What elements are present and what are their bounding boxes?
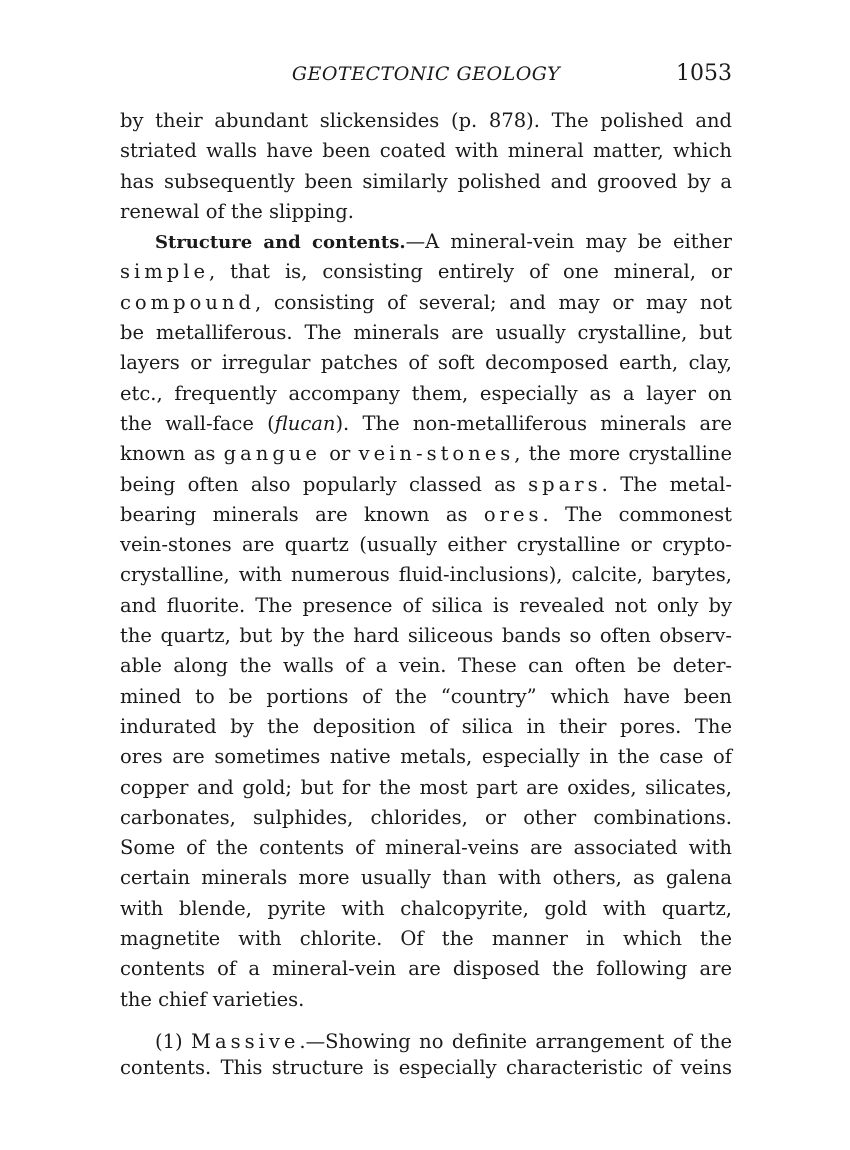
text-fragment: (1) xyxy=(155,1029,192,1053)
text-line: the quartz, but by the hard siliceous bands so often observ- xyxy=(120,624,732,648)
text-line: able along the walls of a vein. These can often be deter- xyxy=(120,654,732,678)
text-line xyxy=(120,470,732,500)
text-line xyxy=(120,1027,732,1057)
spaced-term: Massive xyxy=(191,1029,300,1053)
text-fragment: or xyxy=(320,442,359,466)
text-fragment: , that is, consisting entirely of one mineral, or xyxy=(209,260,732,284)
text-line: mined to be portions of the “country” which have been xyxy=(120,684,732,708)
text-fragment: .—Showing no definite arrangement of the xyxy=(299,1029,732,1053)
text-line xyxy=(120,288,732,318)
text-line: copper and gold; but for the most part are oxides, silicates, xyxy=(120,775,732,799)
text-line: the chief varieties. xyxy=(120,987,305,1011)
text-line: with blende, pyrite with chalcopyrite, gold with quartz, xyxy=(120,896,732,920)
text-line: striated walls have been coated with mineral matter, which xyxy=(120,139,732,163)
text-fragment: being often also popularly classed as xyxy=(120,472,529,496)
running-title: GEOTECTONIC GEOLOGY xyxy=(291,63,561,85)
text-line: vein-stones are quartz (usually either crystalline or crypto- xyxy=(120,533,732,557)
text-line: etc., frequently accompany them, especially as a layer on xyxy=(120,381,732,405)
text-line: certain minerals more usually than with others, as galena xyxy=(120,866,732,890)
text-line: by their abundant slickensides (p. 878). The polished and xyxy=(120,109,732,132)
text-fragment: , consisting of several; and may or may not xyxy=(254,290,732,314)
text-fragment: . The commonest xyxy=(542,502,733,526)
section-heading-line xyxy=(120,227,732,257)
text-line xyxy=(120,500,732,530)
spaced-term: spars xyxy=(528,472,602,496)
text-line xyxy=(120,409,732,439)
italic-term: flucan xyxy=(274,411,336,435)
text-line: ores are sometimes native metals, especially in the case of xyxy=(120,745,732,769)
spaced-term: ores xyxy=(483,502,543,526)
text-line: has subsequently been similarly polished and grooved by a xyxy=(120,169,732,193)
text-line: magnetite with chlorite. Of the manner in which the xyxy=(120,927,732,951)
text-line: indurated by the deposition of silica in their pores. The xyxy=(120,714,732,738)
spaced-term: compound xyxy=(120,290,255,314)
spaced-term: simple xyxy=(120,260,209,284)
text-line: be metalliferous. The minerals are usually crystalline, but xyxy=(120,321,732,345)
text-line: contents of a mineral-vein are disposed the following are xyxy=(120,957,732,981)
text-fragment: the wall-face ( xyxy=(120,411,275,435)
body-text xyxy=(120,106,732,1079)
running-head xyxy=(120,60,732,88)
text-line: contents. This structure is especially characteristic of veins xyxy=(120,1056,732,1080)
text-fragment: bearing minerals are known as xyxy=(120,502,484,526)
text-line: layers or irregular patches of soft decomposed earth, clay, xyxy=(120,351,732,375)
paragraph-gap xyxy=(120,1015,732,1027)
text-line: Some of the contents of mineral-veins are associated with xyxy=(120,836,732,860)
text-line: crystalline, with numerous fluid-inclusions), calcite, barytes, xyxy=(120,563,732,587)
section-heading: Structure and contents. xyxy=(155,232,406,254)
text-line: carbonates, sulphides, chlorides, or other combinations. xyxy=(120,805,732,829)
text-line xyxy=(120,257,732,287)
text-fragment: known as xyxy=(120,442,224,466)
text-fragment: . The metal- xyxy=(601,472,732,496)
text-line: renewal of the slipping. xyxy=(120,199,354,223)
text-fragment: ). The non-metalliferous minerals are xyxy=(335,411,732,435)
text-fragment: —A mineral-vein may be either xyxy=(405,230,732,254)
spaced-term: vein-stones xyxy=(358,442,515,466)
spaced-term: gangue xyxy=(223,442,321,466)
text-line xyxy=(120,439,732,469)
text-line: and fluorite. The presence of silica is revealed not only by xyxy=(120,593,732,617)
text-fragment: , the more crystalline xyxy=(514,442,732,466)
page-number: 1053 xyxy=(676,61,732,86)
